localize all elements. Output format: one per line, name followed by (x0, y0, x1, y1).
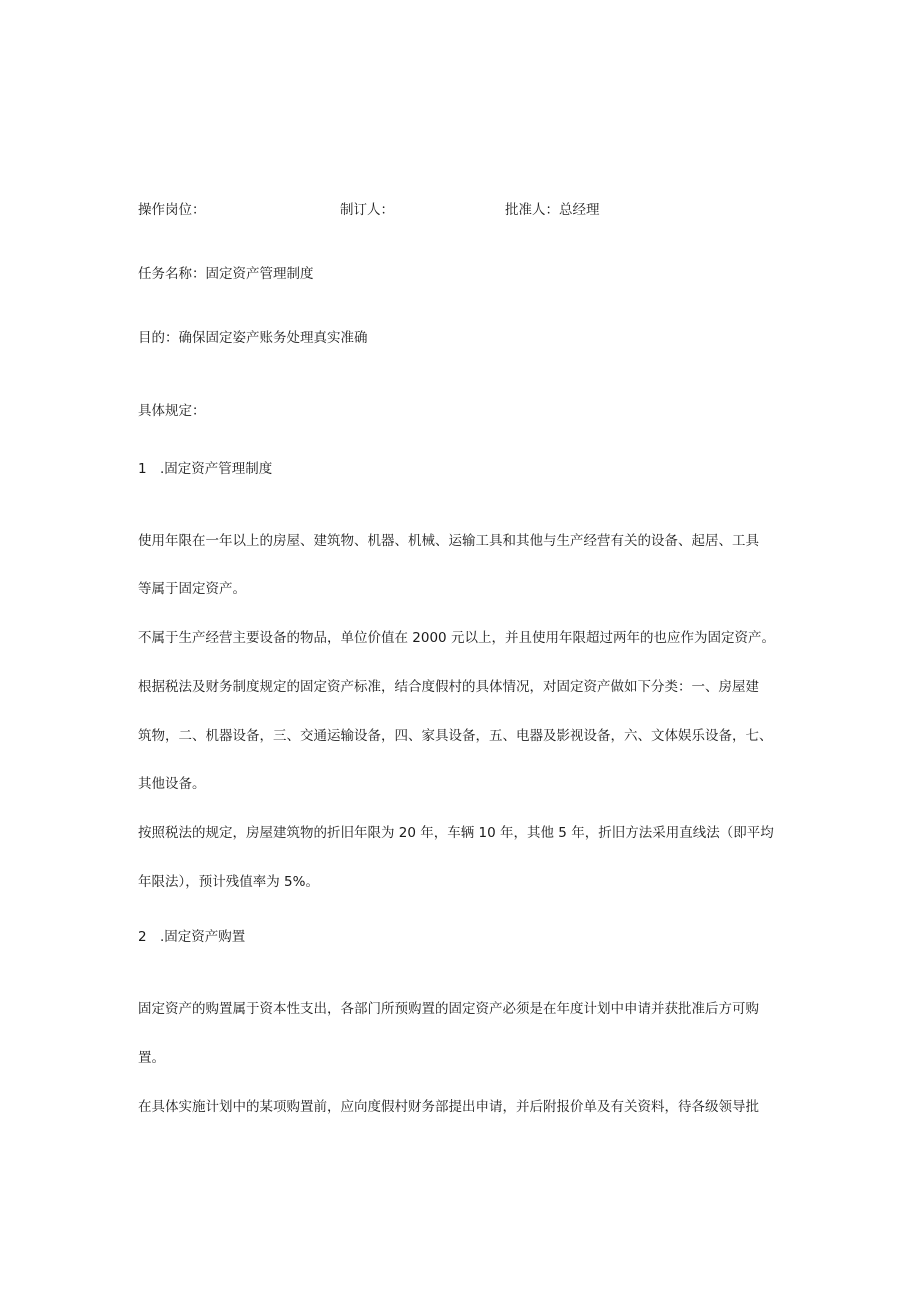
purpose: 目的：确保固定姿产账务处理真实准确 (138, 330, 368, 346)
section-1-line: 使用年限在一年以上的房屋、建筑物、机器、机械、运输工具和其他与生产经营有关的设备、起居、工具 (138, 533, 759, 549)
section-2-line: 置。 (138, 1050, 165, 1066)
section-1-line: 根据税法及财务制度规定的固定资产标准，结合度假村的具体情况，对固定资产做如下分类：一、房屋建 (138, 679, 759, 695)
section-1-line: 等属于固定资产。 (138, 581, 246, 597)
header-meta-row (0, 201, 920, 219)
section-1-line: 年限法），预计残值率为 5%。 (138, 874, 319, 890)
section-1-number: 1 (138, 461, 147, 477)
section-1-line: 不属于生产经营主要设备的物品，单位价值在 2000 元以上，并且使用年限超过两年的也应作为固定资产。 (138, 630, 775, 646)
specifics-label: 具体规定： (138, 403, 206, 419)
task-name: 任务名称：固定资产管理制度 (138, 266, 314, 282)
position-label: 操作岗位： (138, 202, 206, 218)
author-label: 制订人： (340, 202, 394, 218)
approver-label: 批准人：总经理 (505, 202, 600, 218)
section-1-line: 筑物，二、机器设备，三、交通运输设备，四、家具设备，五、电器及影视设备，六、文体娱乐设备，七、 (138, 728, 773, 744)
section-1-heading (138, 460, 272, 478)
section-2-title: .固定资产购置 (160, 929, 246, 945)
section-1-line: 其他设备。 (138, 776, 206, 792)
section-1-line: 按照税法的规定，房屋建筑物的折旧年限为 20 年，车辆 10 年，其他 5 年，折旧方法采用直线法（即平均 (138, 825, 774, 841)
section-2-number: 2 (138, 929, 147, 945)
section-1-title: .固定资产管理制度 (160, 461, 273, 477)
section-2-line: 在具体实施计划中的某项购置前，应向度假村财务部提出申请，并后附报价单及有关资料，待各级领导批 (138, 1099, 759, 1115)
section-2-heading (138, 928, 245, 946)
section-2-line: 固定资产的购置属于资本性支出，各部门所预购置的固定资产必须是在年度计划中申请并获批准后方可购 (138, 1001, 759, 1017)
